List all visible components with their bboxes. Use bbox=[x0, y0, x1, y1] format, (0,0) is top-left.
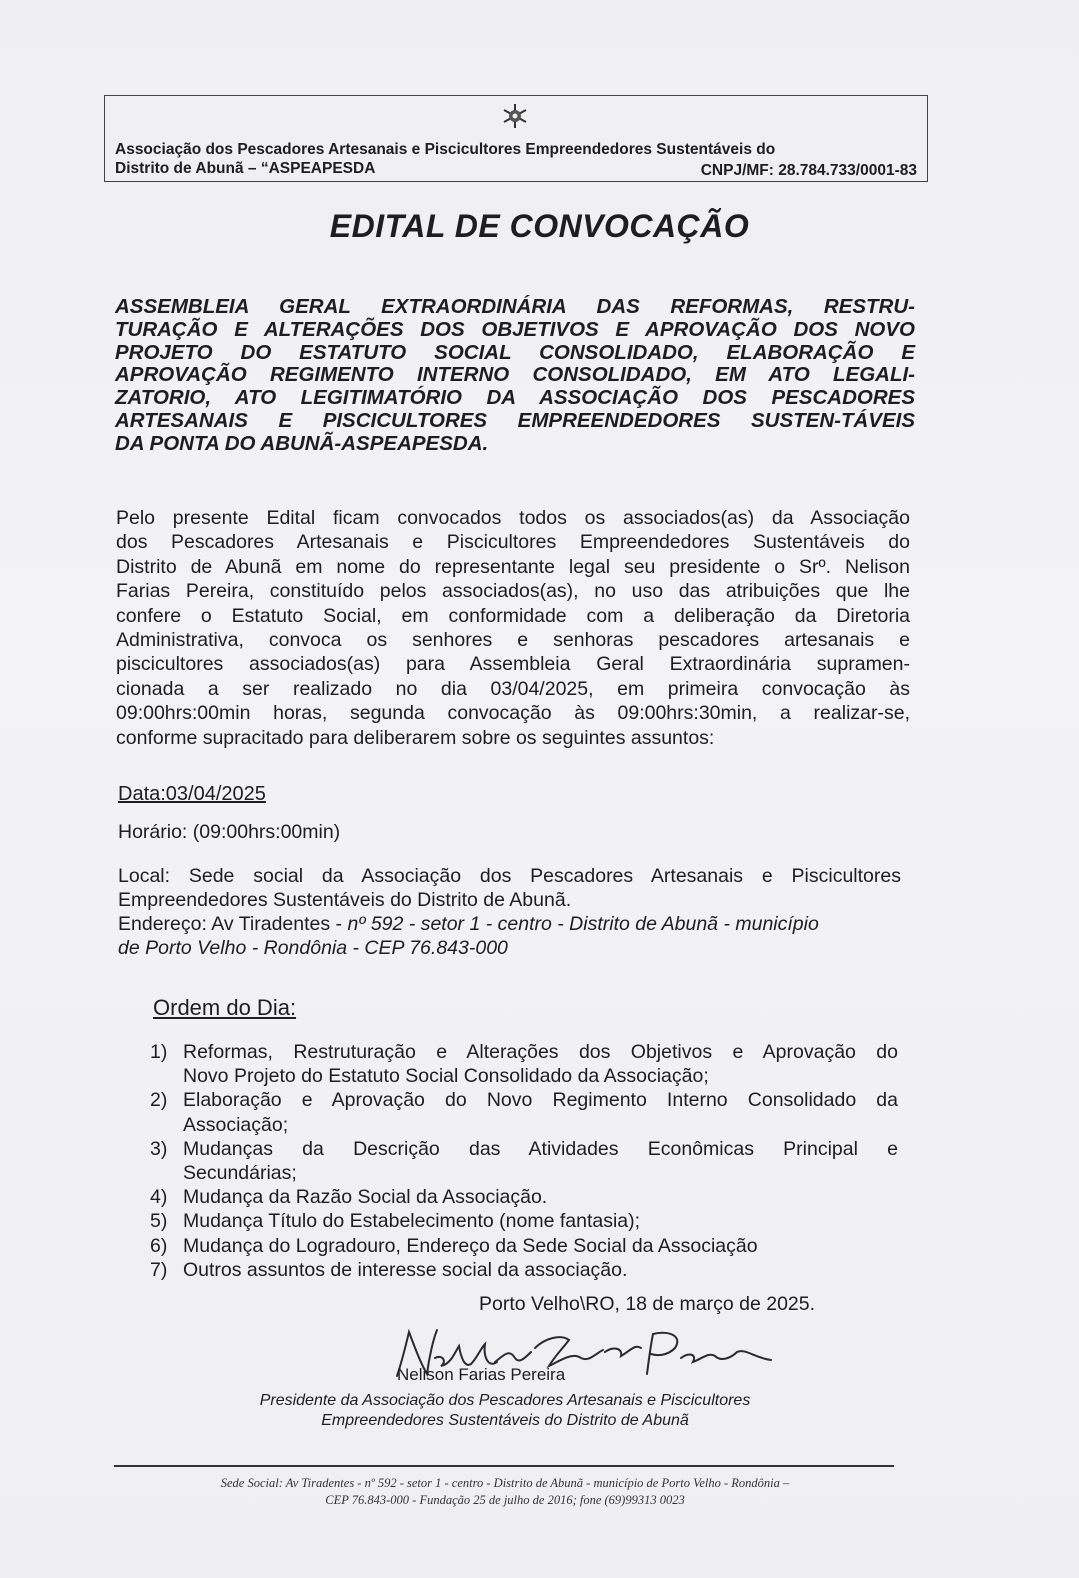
footer-divider bbox=[114, 1465, 894, 1467]
agenda-item-number: 7) bbox=[150, 1258, 168, 1281]
subject-line: PROJETO DO ESTATUTO SOCIAL CONSOLIDADO, ELABORAÇÃO E bbox=[115, 340, 915, 364]
subject-line: ZATORIO, ATO LEGITIMATÓRIO DA ASSOCIAÇÃO DOS PESCADORES bbox=[115, 386, 915, 410]
agenda-item bbox=[150, 1185, 898, 1209]
body-line: Distrito de Abunã em nome do representante legal seu presidente o Srº. Nelison bbox=[116, 555, 910, 578]
signer-title bbox=[0, 1391, 1010, 1431]
address-line: de Porto Velho - Rondônia - CEP 76.843-000 bbox=[118, 937, 508, 959]
body-line: 09:00hrs:00min horas, segunda convocação às 09:00hrs:30min, a realizar-se, bbox=[116, 702, 910, 725]
agenda-item bbox=[150, 1040, 898, 1088]
subject-line: TURAÇÃO E ALTERAÇÕES DOS OBJETIVOS E APROVAÇÃO DOS NOVO bbox=[115, 317, 915, 341]
location-line: Local: Sede social da Associação dos Pescadores Artesanais e Piscicultores bbox=[118, 865, 901, 887]
body-line: dos Pescadores Artesanais e Piscicultores Empreendedores Sustentáveis do bbox=[116, 531, 910, 554]
subject-line: DA PONTA DO ABUNÃ-ASPEAPESDA. bbox=[115, 431, 489, 455]
signer-title-line: Empreendedores Sustentáveis do Distrito de Abunã bbox=[321, 1412, 689, 1429]
agenda-item-text: Mudança Título do Estabelecimento (nome fantasia); bbox=[183, 1210, 641, 1233]
agenda-item bbox=[150, 1088, 898, 1136]
body-line: cionada a ser realizado no dia 03/04/2025, em primeira convocação às bbox=[116, 677, 910, 700]
agenda-item-number: 4) bbox=[150, 1186, 168, 1209]
meeting-location bbox=[118, 864, 901, 960]
agenda-item-text: Outros assuntos de interesse social da associação. bbox=[183, 1258, 628, 1281]
subject-line: ASSEMBLEIA GERAL EXTRAORDINÁRIA DAS REFORMAS, RESTRU- bbox=[115, 295, 915, 318]
meeting-time: Horário: (09:00hrs:00min) bbox=[118, 821, 341, 843]
address-line: nº 592 - setor 1 - centro - Distrito de Abunã - município bbox=[342, 913, 819, 935]
subject-line: APROVAÇÃO REGIMENTO INTERNO CONSOLIDADO, EM ATO LEGALI- bbox=[115, 363, 915, 387]
address-label: Endereço: Av Tiradentes - bbox=[118, 913, 343, 935]
footer-line: Sede Social: Av Tiradentes - nº 592 - setor 1 - centro - Distrito de Abunã - município de Porto Velho - Rondônia – bbox=[220, 1476, 790, 1490]
org-name-line1: Associação dos Pescadores Artesanais e Piscicultores Empreendedores Sustentáveis do bbox=[115, 141, 776, 158]
document-title: EDITAL DE CONVOCAÇÃO bbox=[329, 208, 750, 244]
address bbox=[118, 912, 901, 936]
agenda-item-text: Elaboração e Aprovação do Novo Regimento Interno Consolidado da bbox=[183, 1089, 898, 1112]
cnpj: CNPJ/MF: 28.784.733/0001-83 bbox=[700, 162, 917, 179]
body-line: Administrativa, convoca os senhores e senhoras pescadores artesanais e bbox=[116, 629, 910, 652]
body-line: Farias Pereira, constituído pelos associados(as), no uso das atribuições que lhe bbox=[116, 580, 910, 603]
agenda-item-number: 2) bbox=[150, 1089, 168, 1112]
agenda-item-text: Reformas, Restruturação e Alterações dos Objetivos e Aprovação do bbox=[183, 1041, 898, 1063]
footer bbox=[0, 1475, 1010, 1509]
location-line: Empreendedores Sustentáveis do Distrito de Abunã. bbox=[118, 889, 572, 911]
agenda-list bbox=[150, 1040, 898, 1282]
agenda-item bbox=[150, 1258, 898, 1282]
signer-name: Nelison Farias Pereira bbox=[397, 1365, 566, 1384]
snowflake-seal-icon bbox=[500, 102, 530, 130]
agenda-item-number: 5) bbox=[150, 1210, 168, 1233]
letterhead bbox=[104, 95, 928, 182]
agenda-item-number: 6) bbox=[150, 1234, 168, 1257]
agenda-item-text: Associação; bbox=[183, 1113, 289, 1136]
place-and-date: Porto Velho\RO, 18 de março de 2025. bbox=[479, 1293, 816, 1315]
agenda-item-text: Secundárias; bbox=[183, 1162, 297, 1185]
body-paragraph bbox=[116, 506, 910, 750]
subject-block bbox=[115, 296, 915, 456]
agenda-item bbox=[150, 1234, 898, 1258]
body-line: confere o Estatuto Social, em conformidade com a deliberação da Diretoria bbox=[116, 604, 910, 627]
footer-line: CEP 76.843-000 - Fundação 25 de julho de 2016; fone (69)99313 0023 bbox=[325, 1493, 685, 1507]
agenda-title: Ordem do Dia: bbox=[153, 995, 297, 1020]
agenda-item bbox=[150, 1137, 898, 1185]
body-line: Pelo presente Edital ficam convocados todos os associados(as) da Associação bbox=[116, 507, 910, 529]
agenda-item bbox=[150, 1209, 898, 1233]
body-line: conforme supracitado para deliberarem sobre os seguintes assuntos: bbox=[116, 726, 715, 749]
agenda-item-text: Novo Projeto do Estatuto Social Consolidado da Associação; bbox=[183, 1065, 709, 1088]
meeting-date: Data:03/04/2025 bbox=[118, 783, 266, 805]
agenda-item-number: 3) bbox=[150, 1137, 168, 1160]
agenda-item-number: 1) bbox=[150, 1041, 168, 1063]
org-name-line2: Distrito de Abunã – “ASPEAPESDA bbox=[115, 160, 376, 177]
signer-title-line: Presidente da Associação dos Pescadores Artesanais e Piscicultores bbox=[259, 1392, 751, 1409]
agenda-item-text: Mudança da Razão Social da Associação. bbox=[183, 1186, 548, 1209]
agenda-item-text: Mudança do Logradouro, Endereço da Sede Social da Associação bbox=[183, 1234, 758, 1257]
agenda-item-text: Mudanças da Descrição das Atividades Econômicas Principal e bbox=[183, 1137, 898, 1160]
body-line: piscicultores associados(as) para Assembleia Geral Extraordinária supramen- bbox=[116, 653, 910, 676]
subject-line: ARTESANAIS E PISCICULTORES EMPREENDEDORES SUSTEN-TÁVEIS bbox=[115, 408, 915, 432]
